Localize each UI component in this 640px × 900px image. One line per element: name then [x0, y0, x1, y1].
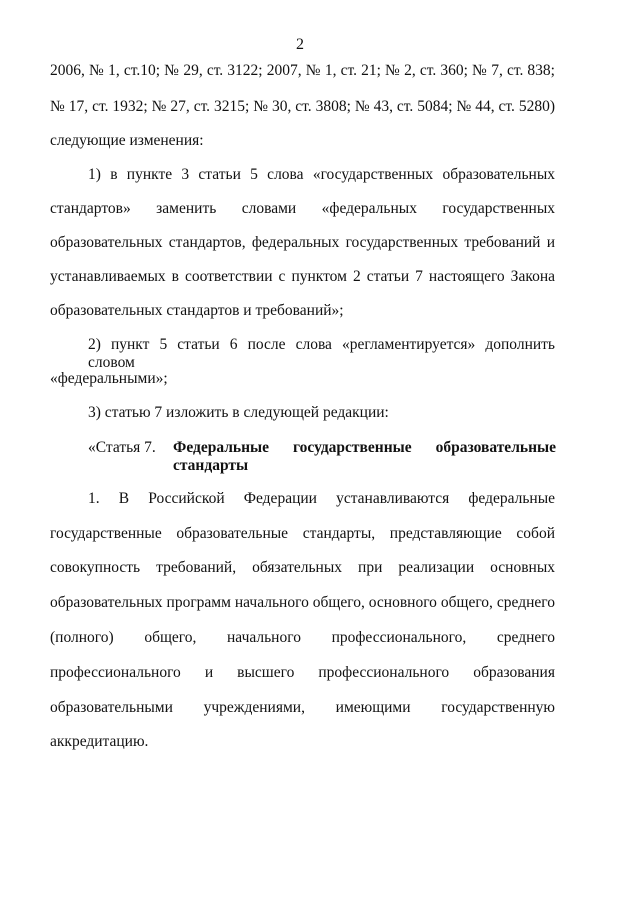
- text-line: (полного) общего, начального профессионального, среднего: [50, 629, 555, 646]
- text-line: совокупность требований, обязательных при реализации основных: [50, 559, 555, 576]
- text-line: 3) статью 7 изложить в следующей редакции:: [88, 404, 389, 421]
- text-line: стандартов» заменить словами «федеральных государственных: [50, 200, 555, 217]
- text-line: образовательных стандартов и требований»;: [50, 302, 344, 319]
- text-line: «федеральными»;: [50, 370, 168, 387]
- text-line: 1) в пункте 3 статьи 5 слова «государственных образовательных: [88, 166, 555, 183]
- text-line: 1. В Российской Федерации устанавливаются федеральные: [88, 490, 555, 507]
- text-line: устанавливаемых в соответствии с пунктом 2 статьи 7 настоящего Закона: [50, 268, 555, 285]
- text-line: образовательных стандартов, федеральных государственных требований и: [50, 234, 555, 251]
- page-number: 2: [296, 36, 304, 53]
- text-line: следующие изменения:: [50, 132, 204, 149]
- text-line: 2006, № 1, ст.10; № 29, ст. 3122; 2007, № 1, ст. 21; № 2, ст. 360; № 7, ст. 838;: [50, 62, 555, 79]
- text-line: профессионального и высшего профессионального образования: [50, 664, 555, 681]
- text-line: № 17, ст. 1932; № 27, ст. 3215; № 30, ст. 3808; № 43, ст. 5084; № 44, ст. 5280): [50, 98, 555, 115]
- text-line: государственные образовательные стандарты, представляющие собой: [50, 525, 555, 542]
- text-line: образовательными учреждениями, имеющими государственную: [50, 699, 555, 716]
- article-title-line: стандарты: [173, 457, 249, 474]
- text-line: аккредитацию.: [50, 733, 149, 750]
- article-label: «Статья 7.: [88, 439, 156, 456]
- article-title: [173, 439, 556, 475]
- text-line: 2) пункт 5 статьи 6 после слова «регламентируется» дополнить словом: [88, 336, 555, 371]
- text-line: образовательных программ начального общего, основного общего, среднего: [50, 594, 555, 611]
- article-title-line: Федеральные государственные образовательные: [173, 439, 556, 456]
